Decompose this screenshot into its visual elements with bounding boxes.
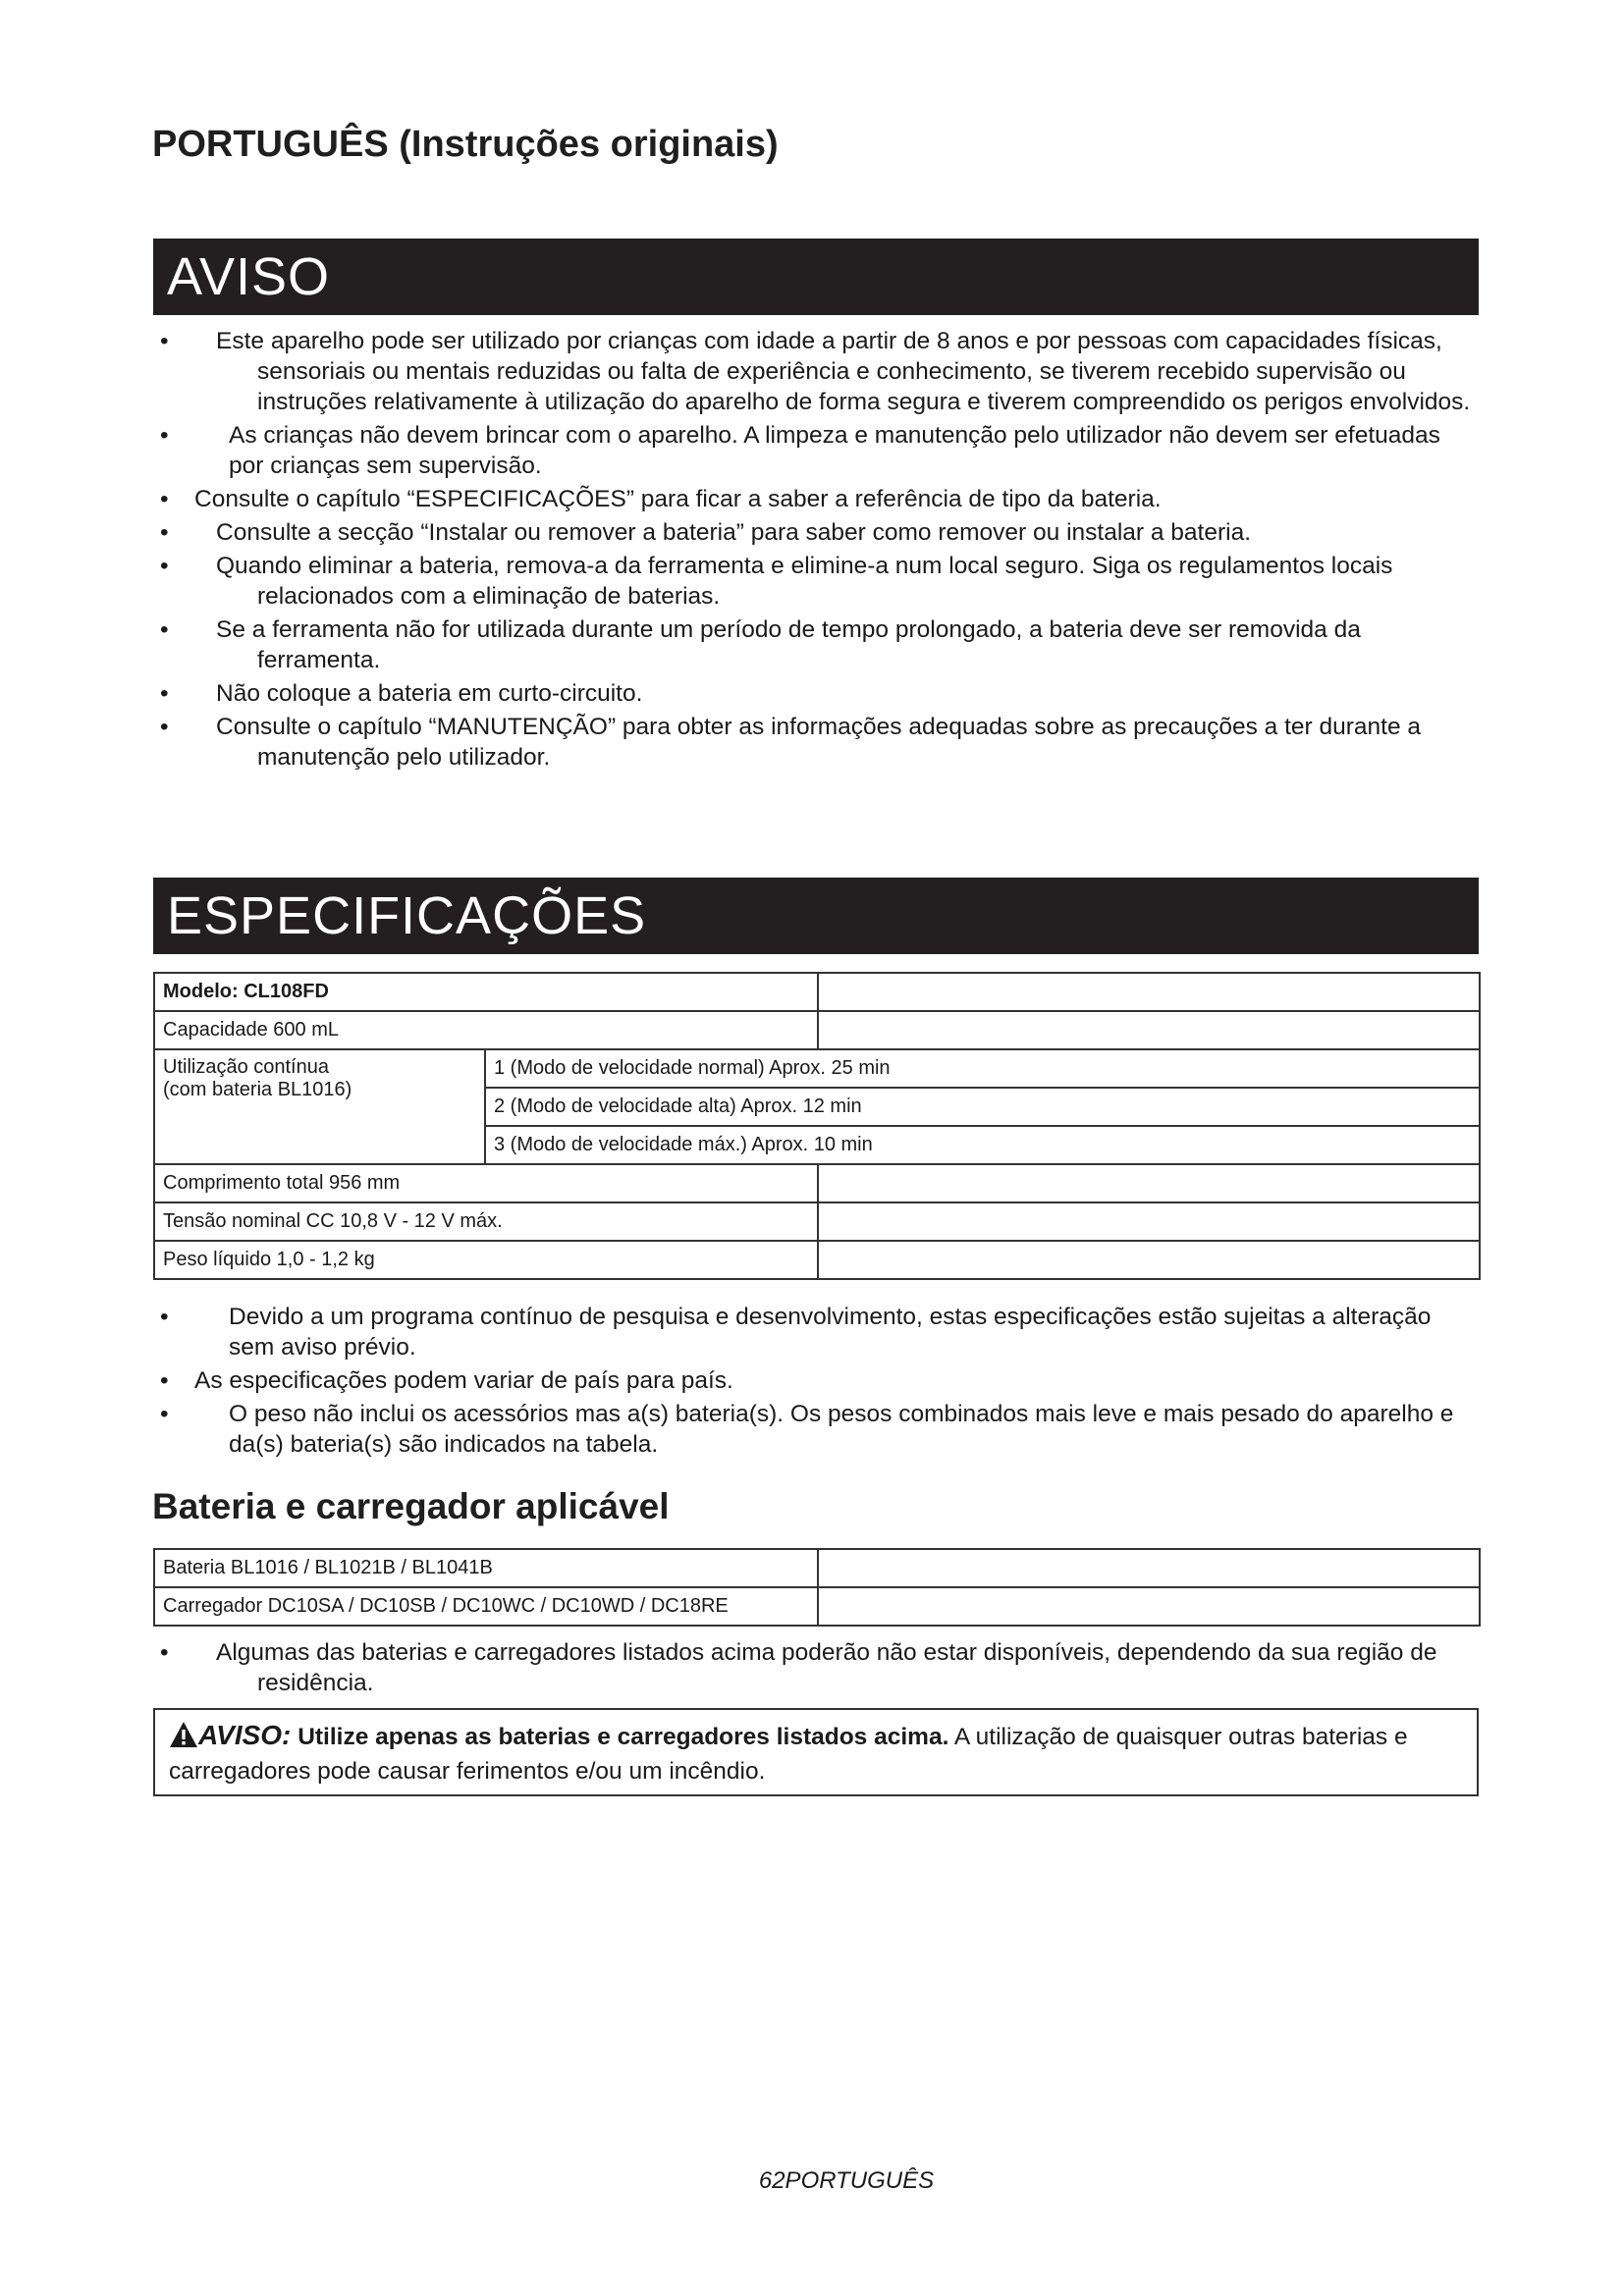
spec-capacity: Capacidade 600 mL	[154, 1011, 818, 1049]
warning-box	[153, 1708, 1479, 1796]
charger-list: Carregador DC10SA / DC10SB / DC10WC / DC10WD / DC18RE	[154, 1587, 818, 1626]
spec-mode-1: 1 (Modo de velocidade normal) Aprox. 25 min	[485, 1049, 1480, 1088]
aviso-list	[160, 326, 1476, 775]
spec-mode-3: 3 (Modo de velocidade máx.) Aprox. 10 min	[485, 1126, 1480, 1164]
spec-table	[153, 972, 1481, 1280]
section-heading: Bateria e carregador aplicável	[152, 1486, 670, 1526]
list-item: • As especificações podem variar de país para país.	[160, 1367, 733, 1394]
list-item: • As crianças não devem brincar com o aparelho. A limpeza e manutenção pelo utilizador não devem ser efetuadas por crianças sem supervisão.	[160, 422, 1440, 479]
spec-voltage: Tensão nominal CC 10,8 V - 12 V máx.	[154, 1202, 818, 1241]
especificacoes-banner	[153, 878, 1479, 954]
table-row	[154, 1549, 1480, 1587]
table-cell-empty	[818, 1164, 1480, 1202]
spec-mode-2: 2 (Modo de velocidade alta) Aprox. 12 min	[485, 1088, 1480, 1126]
list-item: • Consulte o capítulo “ESPECIFICAÇÕES” para ficar a saber a referência de tipo da bateria.	[160, 486, 1162, 512]
table-cell-empty	[818, 1241, 1480, 1279]
list-item: • Algumas das baterias e carregadores listados acima poderão não estar disponíveis, dependendo da sua região de residência.	[160, 1639, 1437, 1696]
list-item: • Este aparelho pode ser utilizado por crianças com idade a partir de 8 anos e por pessoas com capacidades físicas, sensoriais ou mentais reduzidas ou falta de experiência e conhecimento, se tiverem recebido supervisão ou instruções relativamente à utilização do aparelho de forma segura e tiverem compreendido os perigos envolvidos.	[160, 328, 1471, 415]
spec-length: Comprimento total 956 mm	[154, 1164, 818, 1202]
page-footer: 62PORTUGUÊS	[758, 2167, 935, 2194]
list-item: • Consulte a secção “Instalar ou remover a bateria” para saber como remover ou instalar a bateria.	[160, 519, 1252, 546]
table-row	[154, 1049, 1480, 1088]
list-item: • Consulte o capítulo “MANUTENÇÃO” para obter as informações adequadas sobre as precauções a ter durante a manutenção pelo utilizador.	[160, 714, 1421, 771]
table-cell-empty	[818, 1549, 1480, 1587]
warning-bold-text: Utilize apenas as baterias e carregadores listados acima.	[298, 1724, 949, 1750]
table-cell-empty	[818, 1011, 1480, 1049]
battery-list: Bateria BL1016 / BL1021B / BL1041B	[154, 1549, 818, 1587]
spec-continuous-use-label: Utilização contínua	[163, 1056, 329, 1078]
page-title: PORTUGUÊS (Instruções originais)	[152, 124, 779, 165]
table-row	[154, 1241, 1480, 1279]
table-row	[154, 973, 1480, 1011]
spec-continuous-use	[154, 1049, 485, 1164]
table-row	[154, 1202, 1480, 1241]
table-cell-empty	[818, 973, 1480, 1011]
table-row	[154, 1587, 1480, 1626]
battery-table	[153, 1548, 1481, 1627]
list-item: • O peso não inclui os acessórios mas a(s) bateria(s). Os pesos combinados mais leve e mais pesado do aparelho e da(s) bateria(s) são indicados na tabela.	[160, 1401, 1454, 1458]
list-item: • Não coloque a bateria em curto-circuito.	[160, 680, 643, 707]
table-cell-empty	[818, 1587, 1480, 1626]
warning-triangle-icon	[169, 1721, 198, 1756]
table-row	[154, 1164, 1480, 1202]
table-cell-empty	[818, 1202, 1480, 1241]
warning-text: A utilização de quaisquer outras baterias e carregadores pode causar ferimentos e/ou um incêndio.	[169, 1724, 1408, 1785]
spec-weight: Peso líquido 1,0 - 1,2 kg	[154, 1241, 818, 1279]
spec-notes	[160, 1302, 1476, 1463]
list-item: • Se a ferramenta não for utilizada durante um período de tempo prolongado, a bateria deve ser removida da ferramenta.	[160, 616, 1361, 673]
spec-model: Modelo: CL108FD	[154, 973, 818, 1011]
list-item: • Devido a um programa contínuo de pesquisa e desenvolvimento, estas especificações estão sujeitas a alteração sem aviso prévio.	[160, 1304, 1432, 1361]
aviso-banner	[153, 239, 1479, 315]
especificacoes-title: ESPECIFICAÇÕES	[167, 886, 647, 945]
bateria-notes	[160, 1637, 1476, 1701]
spec-continuous-use-sublabel: (com bateria BL1016)	[163, 1079, 352, 1100]
list-item: • Quando eliminar a bateria, remova-a da ferramenta e elimine-a num local seguro. Siga os regulamentos locais relacionados com a eliminação de baterias.	[160, 553, 1393, 610]
warning-label: AVISO:	[198, 1720, 292, 1750]
aviso-title: AVISO	[167, 247, 331, 306]
table-row	[154, 1011, 1480, 1049]
